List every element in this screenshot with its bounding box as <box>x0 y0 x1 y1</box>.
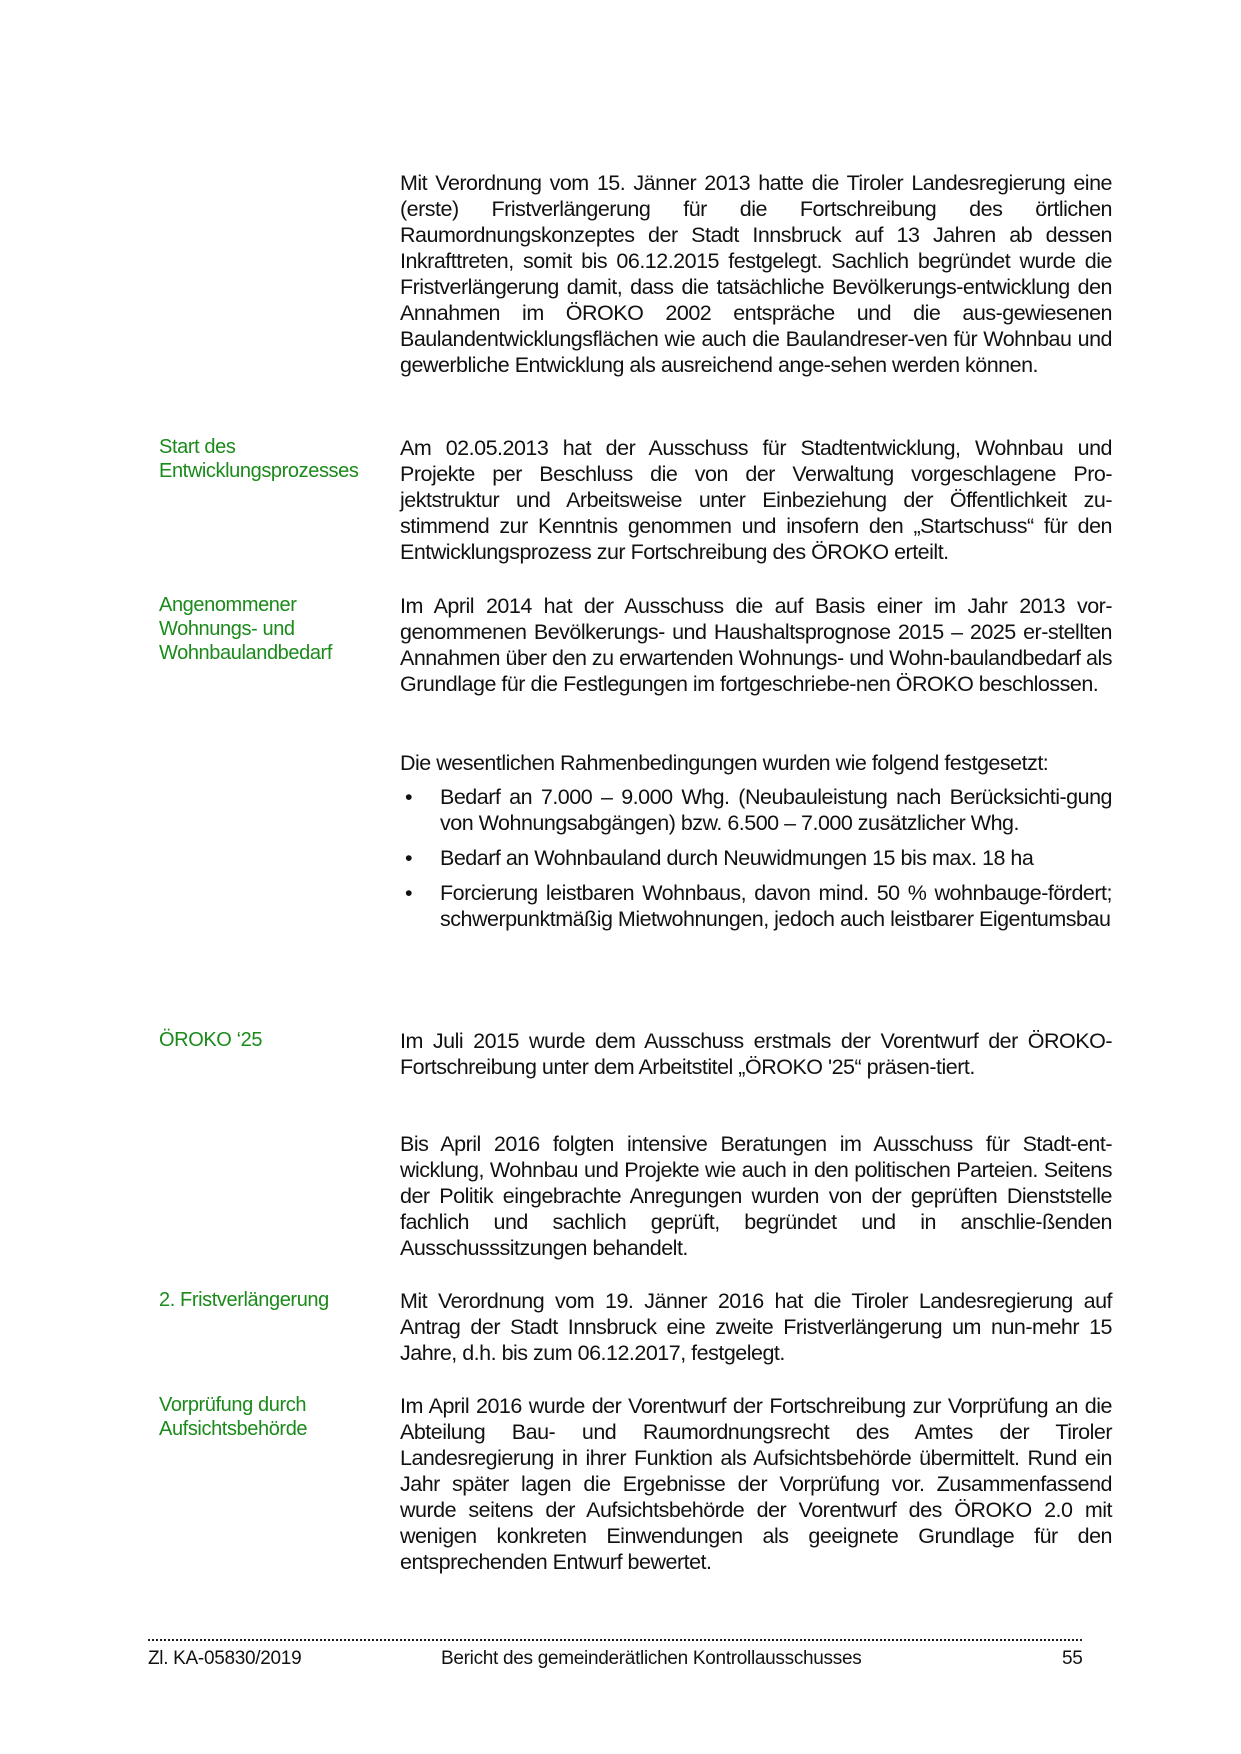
paragraph-text: Am 02.05.2013 hat der Ausschuss für Stadtentwicklung, Wohnbau und Projekte per Beschluss die von der Verwaltung vorgeschlagene Pro-jektstruktur und Arbeitsweise unter Einbeziehung der Öffentlichkeit zu-stimmend zur Kenntnis genommen und insofern den „Startschuss“ für den Entwicklungsprozess zur Fortschreibung des ÖROKO erteilt. <box>400 436 1112 564</box>
section-bedarf-conditions <box>400 750 1112 941</box>
bullet-icon: • <box>405 785 413 809</box>
paragraph-text: Mit Verordnung vom 15. Jänner 2013 hatte die Tiroler Landesregierung eine (erste) Fristverlängerung für die Fortschreibung des örtlichen Raumordnungskonzeptes der Stadt Innsbruck auf 13 Jahren ab dessen Inkrafttreten, somit bis 06.12.2015 festgelegt. Sachlich begründet wurde die Fristverlängerung damit, dass die tatsächliche Bevölkerungs-entwicklung den Annahmen im ÖROKO 2002 entspräche und die aus-gewiesenen Baulandentwicklungsflächen wie auch die Baulandreser-ven für Wohnbau und gewerbliche Entwicklung als ausreichend ange-sehen werden können. <box>400 171 1112 377</box>
paragraph-text: Im April 2016 wurde der Vorentwurf der Fortschreibung zur Vorprüfung an die Abteilung Bau- und Raumordnungsrecht des Amtes der Tiroler Landesregierung in ihrer Funktion als Aufsichtsbehörde übermittelt. Rund ein Jahr später lagen die Ergebnisse der Vorprüfung vor. Zusammenfassend wurde seitens der Aufsichtsbehörde der Vorentwurf des ÖROKO 2.0 mit wenigen konkreten Einwendungen als geeignete Grundlage für den entsprechenden Entwurf bewertet. <box>400 1394 1112 1574</box>
section-fristverlaengerung <box>400 1288 1112 1366</box>
list-item-text: Bedarf an Wohnbauland durch Neuwidmungen 15 bis max. 18 ha <box>440 846 1034 870</box>
section-start <box>400 435 1112 565</box>
conditions-list <box>400 784 1112 932</box>
section-bedarf <box>400 593 1112 697</box>
paragraph-text: Im Juli 2015 wurde dem Ausschuss erstmals der Vorentwurf der ÖROKO-Fortschreibung unter dem Arbeitstitel „ÖROKO '25“ präsen-tiert. <box>400 1029 1112 1079</box>
bullet-icon: • <box>405 846 413 870</box>
margin-label-oeroko25: ÖROKO ‘25 <box>159 1029 263 1051</box>
list-item <box>400 784 1112 836</box>
list-item-text: Bedarf an 7.000 – 9.000 Whg. (Neubauleistung nach Berücksichti-gung von Wohnungsabgängen) bzw. 6.500 – 7.000 zusätzlicher Whg. <box>440 785 1112 835</box>
paragraph-text: Die wesentlichen Rahmenbedingungen wurden wie folgend festgesetzt: <box>400 751 1049 775</box>
footer-reference: Zl. KA-05830/2019 <box>148 1648 302 1669</box>
section-oeroko25 <box>400 1028 1112 1080</box>
section-oeroko25-beratungen <box>400 1131 1112 1261</box>
list-item <box>400 880 1112 932</box>
paragraph-text: Bis April 2016 folgten intensive Beratungen im Ausschuss für Stadt-ent-wicklung, Wohnbau und Projekte wie auch in den politischen Parteien. Seitens der Politik eingebrachte Anregungen wurden von der geprüften Dienststelle fachlich und sachlich geprüft, begründet und in anschlie-ßenden Ausschusssitzungen behandelt. <box>400 1132 1112 1260</box>
footer-title: Bericht des gemeinderätlichen Kontrollausschusses <box>441 1648 862 1669</box>
list-item <box>400 845 1112 871</box>
margin-label-fristverlaengerung: 2. Fristverlängerung <box>159 1289 329 1311</box>
section-vorpruefung <box>400 1393 1112 1575</box>
page-number: 55 <box>1062 1648 1083 1669</box>
bullet-icon: • <box>405 881 413 905</box>
list-item-text: Forcierung leistbaren Wohnbaus, davon mind. 50 % wohnbauge-fördert; schwerpunktmäßig Mietwohnungen, jedoch auch leistbarer Eigentumsbau <box>440 881 1112 931</box>
paragraph-text: Im April 2014 hat der Ausschuss die auf Basis einer im Jahr 2013 vor-genommenen Bevölkerungs- und Haushaltsprognose 2015 – 2025 er-stellten Annahmen über den zu erwartenden Wohnungs- und Wohn-baulandbedarf als Grundlage für die Festlegungen im fortgeschriebe-nen ÖROKO beschlossen. <box>400 594 1112 696</box>
paragraph-intro <box>400 170 1112 378</box>
footer-divider <box>148 1639 1082 1641</box>
paragraph-text: Mit Verordnung vom 19. Jänner 2016 hat die Tiroler Landesregierung auf Antrag der Stadt Innsbruck eine zweite Fristverlängerung um nun-mehr 15 Jahre, d.h. bis zum 06.12.2017, festgelegt. <box>400 1289 1112 1365</box>
margin-label-start: Start des Entwicklungsprozesses <box>159 436 359 482</box>
margin-label-vorpruefung: Vorprüfung durch Aufsichtsbehörde <box>159 1394 308 1440</box>
margin-label-bedarf: Angenommener Wohnungs- und Wohnbaulandbedarf <box>159 594 332 664</box>
